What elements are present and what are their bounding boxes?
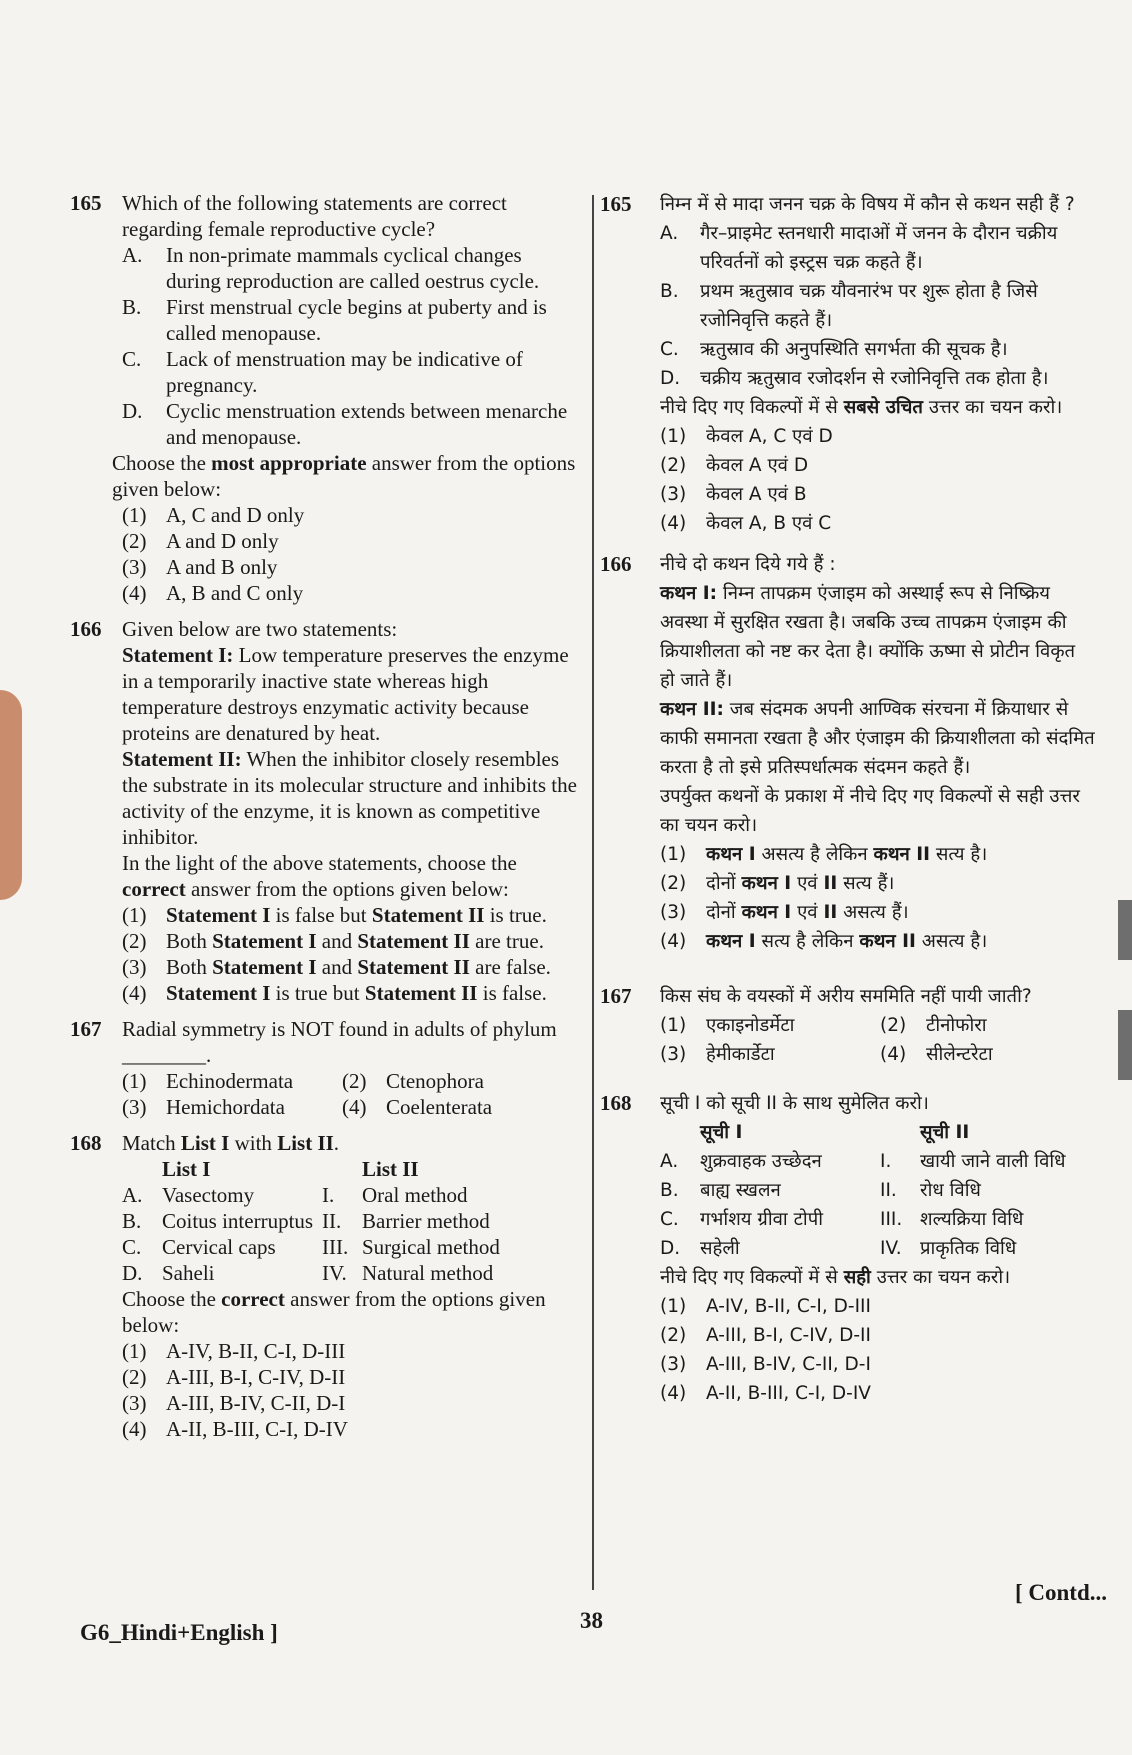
statement-1: कथन I: निम्न तापक्रम एंजाइम को अस्थाई रूप से निष्क्रिय अवस्था में सुरक्षित रखता है। जबकि उच्च तापक्रम एंजाइम की क्रियाशीलता को नष्ट कर देता है। क्योंकि ऊष्मा से प्रोटीन विकृत हो जाते हैं। [660,583,1076,691]
instruction: Choose the most appropriate answer from the options given below: [112,451,576,501]
answer-option[interactable]: (1) केवल A, C एवं D [660,426,833,447]
answer-option[interactable]: (1) A-IV, B-II, C-I, D-III [660,1296,871,1317]
list-1-item: A. Vasectomy [122,1183,255,1207]
answer-option[interactable]: (3) A-III, B-IV, C-II, D-I [122,1391,346,1415]
list-1-item: D. Saheli [122,1261,215,1285]
list-2-item: II. रोध विधि [880,1180,981,1201]
answer-option[interactable]: (3) दोनों कथन I एवं II असत्य हैं। [660,902,909,923]
page-edge-mark [1118,1010,1132,1080]
answer-options [122,1068,580,1120]
answer-option[interactable]: (4) A-II, B-III, C-I, D-IV [122,1417,348,1441]
list-1-header: List I [162,1157,211,1181]
list-2-header: List II [362,1157,419,1181]
answer-option[interactable]: (3) Both Statement I and Statement II are false. [122,955,551,979]
answer-option[interactable]: (2) Ctenophora [342,1069,484,1093]
list-1-item: B. Coitus interruptus [122,1209,314,1233]
question-number: 168 [70,1131,102,1155]
instruction: In the light of the above statements, choose the correct answer from the options given below: [122,851,517,901]
answer-option[interactable]: (2) A-III, B-I, C-IV, D-II [660,1325,871,1346]
page-number: 38 [580,1608,603,1633]
answer-option[interactable]: (1) एकाइनोडर्मेटा [660,1015,795,1036]
question-text: सूची I को सूची II के साथ सुमेलित करो। [660,1093,929,1114]
list-2-item: III. शल्यक्रिया विधि [880,1209,1024,1230]
statement-item: A. In non-primate mammals cyclical changes during reproduction are called oestrus cycle. [122,243,540,293]
list-2-item: IV. Natural method [322,1261,494,1285]
answer-option[interactable]: (1) Echinodermata [122,1069,294,1093]
instruction: उपर्युक्त कथनों के प्रकाश में नीचे दिए गए विकल्पों से सही उत्तर का चयन करो। [660,786,1080,836]
statement-item: B. First menstrual cycle begins at puberty and is called menopause. [122,295,547,345]
list-2-header: सूची II [920,1122,970,1143]
question-text: Given below are two statements: [122,617,398,641]
answer-option[interactable]: (4) सीलेन्टरेटा [880,1044,993,1065]
page-edge-mark [1118,900,1132,960]
question-text: Radial symmetry is NOT found in adults of phylum ________. [122,1017,557,1067]
question-168 [70,1130,580,1442]
statement-item: A. गैर–प्राइमेट स्तनधारी मादाओं में जनन के दौरान चक्रीय परिवर्तनों को इस्ट्रस चक्र कहते हैं। [660,223,1058,273]
list-1-header: सूची I [700,1122,743,1143]
question-text: नीचे दो कथन दिये गये हैं : [660,554,836,575]
instruction: नीचे दिए गए विकल्पों में से सबसे उचित उत्तर का चयन करो। [660,397,1063,418]
instruction: नीचे दिए गए विकल्पों में से सही उत्तर का चयन करो। [660,1267,1011,1288]
list-2-item: I. खायी जाने वाली विधि [880,1151,1066,1172]
answer-option[interactable]: (4) Statement I is true but Statement II is false. [122,981,547,1005]
list-2-item: I. Oral method [322,1183,468,1207]
answer-option[interactable]: (1) A-IV, B-II, C-I, D-III [122,1339,346,1363]
question-number: 168 [600,1091,632,1115]
question-165 [70,190,580,606]
answer-option[interactable]: (2) A and D only [122,529,279,553]
list-1-item: B. बाह्य स्खलन [660,1180,781,1201]
answer-option[interactable]: (2) दोनों कथन I एवं II सत्य हैं। [660,873,895,894]
answer-option[interactable]: (1) Statement I is false but Statement II is true. [122,903,547,927]
match-table [660,1118,1095,1263]
answer-option[interactable]: (3) A and B only [122,555,278,579]
statement-1: Statement I: Low temperature preserves the enzyme in a temporarily inactive state whereas high temperature destroys enzymatic activity because proteins are denatured by heat. [122,643,569,745]
answer-option[interactable]: (3) A-III, B-IV, C-II, D-I [660,1354,871,1375]
statement-2: Statement II: When the inhibitor closely resembles the substrate in its molecular structure and inhibits the activity of the enzyme, it is known as competitive inhibitor. [122,747,577,849]
question-text: किस संघ के वयस्कों में अरीय सममिति नहीं पायी जाती? [660,986,1032,1007]
question-168-hindi [600,1089,1095,1408]
hindi-column [600,190,1095,1420]
question-167 [70,1016,580,1120]
list-1-item: D. सहेली [660,1238,740,1259]
answer-option[interactable]: (4) A, B and C only [122,581,304,605]
statement-item: D. Cyclic menstruation extends between menarche and menopause. [122,399,568,449]
answer-option[interactable]: (2) Both Statement I and Statement II are true. [122,929,544,953]
column-divider [592,195,594,1590]
question-166 [70,616,580,1006]
statement-item: D. चक्रीय ऋतुस्राव रजोदर्शन से रजोनिवृत्ति तक होता है। [660,368,1049,389]
question-text: निम्न में से मादा जनन चक्र के विषय में कौन से कथन सही हैं ? [660,194,1075,215]
statement-2: कथन II: जब संदमक अपनी आण्विक संरचना में क्रियाधार से काफी समानता रखता है और एंजाइम की क्रियाशीलता को संदमित करता है तो इसे प्रतिस्पर्धात्मक संदमन कहते हैं। [660,699,1095,778]
question-167-hindi [600,982,1095,1069]
question-number: 166 [70,617,102,641]
answer-option[interactable]: (2) टीनोफोरा [880,1015,987,1036]
question-number: 167 [600,984,632,1008]
question-166-hindi [600,550,1095,956]
answer-option[interactable]: (1) कथन I असत्य है लेकिन कथन II सत्य है। [660,844,988,865]
answer-option[interactable]: (3) हेमीकार्डेटा [660,1044,775,1065]
answer-option[interactable]: (4) A-II, B-III, C-I, D-IV [660,1383,871,1404]
question-number: 165 [70,191,102,215]
list-2-item: III. Surgical method [322,1235,500,1259]
question-number: 165 [600,192,632,216]
question-text: Which of the following statements are correct regarding female reproductive cycle? [122,191,507,241]
instruction: Choose the correct answer from the options given below: [122,1287,546,1337]
match-table [122,1156,580,1286]
answer-option[interactable]: (2) केवल A एवं D [660,455,809,476]
answer-option[interactable]: (2) A-III, B-I, C-IV, D-II [122,1365,346,1389]
answer-option[interactable]: (4) Coelenterata [342,1095,493,1119]
statement-item: C. Lack of menstruation may be indicative of pregnancy. [122,347,523,397]
answer-option[interactable]: (4) कथन I सत्य है लेकिन कथन II असत्य है। [660,931,988,952]
list-1-item: A. शुक्रवाहक उच्छेदन [660,1151,822,1172]
list-1-item: C. Cervical caps [122,1235,276,1259]
english-column [70,190,580,1452]
answer-option[interactable]: (1) A, C and D only [122,503,305,527]
question-number: 166 [600,552,632,576]
list-2-item: II. Barrier method [322,1209,490,1233]
question-text: Match List I with List II. [122,1131,340,1155]
answer-option[interactable]: (4) केवल A, B एवं C [660,513,832,534]
list-1-item: C. गर्भाशय ग्रीवा टोपी [660,1209,824,1230]
answer-option[interactable]: (3) Hemichordata [122,1095,285,1119]
question-165-hindi [600,190,1095,538]
answer-option[interactable]: (3) केवल A एवं B [660,484,807,505]
statement-item: B. प्रथम ऋतुस्राव चक्र यौवनारंभ पर शुरू होता है जिसे रजोनिवृत्ति कहते हैं। [660,281,1038,331]
statement-item: C. ऋतुस्राव की अनुपस्थिति सगर्भता की सूचक है। [660,339,1008,360]
continued-label: [ Contd... [1015,1580,1108,1605]
paper-code: G6_Hindi+English ] [80,1620,278,1645]
scan-thumb-shadow [0,690,22,900]
list-2-item: IV. प्राकृतिक विधि [880,1238,1017,1259]
answer-options [660,1011,1095,1069]
question-number: 167 [70,1017,102,1041]
